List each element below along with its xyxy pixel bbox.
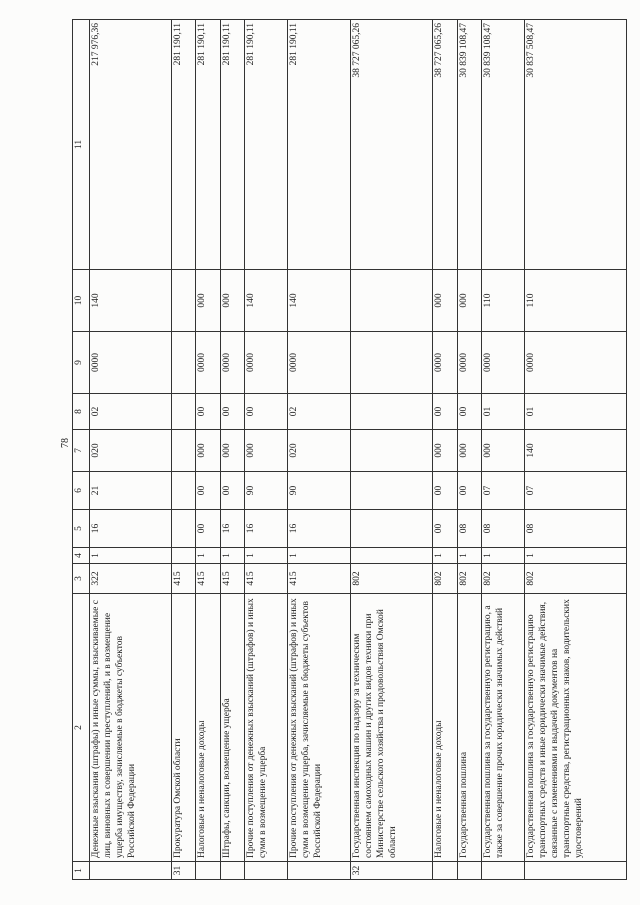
- code-subgroup: 08: [525, 510, 627, 548]
- code-program: 0000: [288, 332, 351, 394]
- row-name: Государственная пошлина за государственную регистрацию транспортных средств и иные юридически значимые действия, связанные с изменениями и выдачей документов на транспортные средства, регистрационных знаков, водительских удостоверений: [525, 594, 627, 862]
- code-subgroup: 16: [220, 510, 244, 548]
- amount: 281 190,11: [288, 20, 351, 270]
- code-article: 00: [220, 472, 244, 510]
- code-article: 07: [525, 472, 627, 510]
- row-number: [90, 862, 172, 880]
- code-program: 0000: [457, 332, 481, 394]
- table-row: [220, 20, 244, 880]
- code-article: [172, 472, 196, 510]
- table-row: [196, 20, 220, 880]
- amount: 281 190,11: [172, 20, 196, 270]
- amount: 30 839 108,47: [481, 20, 525, 270]
- table-row: [288, 20, 351, 880]
- amount: 281 190,11: [220, 20, 244, 270]
- code-group: 1: [220, 548, 244, 564]
- row-name: Прочие поступления от денежных взысканий (штрафов) и иных сумм в возмещение ущерба, зачисляемые в бюджеты субъектов Российской Федерации: [288, 594, 351, 862]
- row-name: Налоговые и неналоговые доходы: [196, 594, 220, 862]
- code-subarticle: [351, 430, 433, 472]
- row-number: 32: [351, 862, 433, 880]
- code-subgroup: [351, 510, 433, 548]
- amount: 38 727 065,26: [351, 20, 433, 270]
- code-group: [351, 548, 433, 564]
- code-article: 00: [196, 472, 220, 510]
- table-row: [481, 20, 525, 880]
- code-article: 90: [288, 472, 351, 510]
- code-subarticle: 000: [220, 430, 244, 472]
- code-economic: 110: [481, 270, 525, 332]
- code-article: 90: [244, 472, 288, 510]
- row-name: Денежные взыскания (штрафы) и иные суммы, взыскиваемые с лиц, виновных в совершении преступлений, и в возмещение ущерба имуществу, зачисляемые в бюджеты субъектов Российской Федерации: [90, 594, 172, 862]
- code-economic: 140: [244, 270, 288, 332]
- code-subgroup: [172, 510, 196, 548]
- code-admin: 415: [172, 564, 196, 594]
- code-element: 02: [288, 394, 351, 430]
- table-row: [457, 20, 481, 880]
- row-name: Налоговые и неналоговые доходы: [433, 594, 457, 862]
- code-subgroup: 00: [433, 510, 457, 548]
- header-cell: 6: [73, 472, 90, 510]
- code-subarticle: 140: [525, 430, 627, 472]
- code-element: 01: [481, 394, 525, 430]
- code-program: 0000: [525, 332, 627, 394]
- code-program: 0000: [220, 332, 244, 394]
- code-subarticle: 000: [196, 430, 220, 472]
- header-cell: 9: [73, 332, 90, 394]
- revenue-table: [72, 19, 627, 880]
- header-cell: 2: [73, 594, 90, 862]
- table-row: [433, 20, 457, 880]
- code-article: [351, 472, 433, 510]
- header-row: [73, 20, 90, 880]
- code-element: 00: [457, 394, 481, 430]
- code-group: 1: [481, 548, 525, 564]
- row-number: [220, 862, 244, 880]
- code-economic: [172, 270, 196, 332]
- code-subarticle: 000: [481, 430, 525, 472]
- code-subgroup: 16: [244, 510, 288, 548]
- code-subgroup: 16: [90, 510, 172, 548]
- code-element: 01: [525, 394, 627, 430]
- table-row: [351, 20, 433, 880]
- code-element: 00: [244, 394, 288, 430]
- row-number: [288, 862, 351, 880]
- code-program: [172, 332, 196, 394]
- table-row: [244, 20, 288, 880]
- code-element: 00: [220, 394, 244, 430]
- code-subarticle: [172, 430, 196, 472]
- code-article: 07: [481, 472, 525, 510]
- code-subgroup: 00: [196, 510, 220, 548]
- header-cell: 4: [73, 548, 90, 564]
- code-admin: 802: [457, 564, 481, 594]
- row-number: [481, 862, 525, 880]
- code-economic: [351, 270, 433, 332]
- code-element: 02: [90, 394, 172, 430]
- code-subarticle: 020: [288, 430, 351, 472]
- code-group: 1: [288, 548, 351, 564]
- code-element: [351, 394, 433, 430]
- page-number: 78: [60, 438, 71, 448]
- header-cell: 7: [73, 430, 90, 472]
- header-cell: 10: [73, 270, 90, 332]
- code-economic: 000: [457, 270, 481, 332]
- row-name: Штрафы, санкции, возмещение ущерба: [220, 594, 244, 862]
- code-program: 0000: [481, 332, 525, 394]
- header-cell: 3: [73, 564, 90, 594]
- row-name: Государственная пошлина: [457, 594, 481, 862]
- code-admin: 802: [525, 564, 627, 594]
- amount: 281 190,11: [196, 20, 220, 270]
- code-program: 0000: [196, 332, 220, 394]
- code-program: [351, 332, 433, 394]
- header-cell: 8: [73, 394, 90, 430]
- table-row: [525, 20, 627, 880]
- header-cell: 11: [73, 20, 90, 270]
- row-name: Прочие поступления от денежных взысканий (штрафов) и иных сумм в возмещение ущерба: [244, 594, 288, 862]
- code-subgroup: 08: [481, 510, 525, 548]
- code-economic: 140: [288, 270, 351, 332]
- code-program: 0000: [244, 332, 288, 394]
- code-admin: 802: [433, 564, 457, 594]
- amount: 38 727 065,26: [433, 20, 457, 270]
- row-number: [433, 862, 457, 880]
- row-number: [525, 862, 627, 880]
- amount: 30 839 108,47: [457, 20, 481, 270]
- row-name: Государственная пошлина за государственную регистрацию, а также за совершение прочих юридически значимых действий: [481, 594, 525, 862]
- table-row: [172, 20, 196, 880]
- code-economic: 000: [196, 270, 220, 332]
- code-program: 0000: [90, 332, 172, 394]
- code-program: 0000: [433, 332, 457, 394]
- code-economic: 140: [90, 270, 172, 332]
- code-article: 00: [457, 472, 481, 510]
- code-article: 21: [90, 472, 172, 510]
- code-article: 00: [433, 472, 457, 510]
- row-number: 31: [172, 862, 196, 880]
- code-element: 00: [196, 394, 220, 430]
- header-cell: 1: [73, 862, 90, 880]
- row-number: [244, 862, 288, 880]
- code-subgroup: 16: [288, 510, 351, 548]
- code-element: 00: [433, 394, 457, 430]
- code-group: 1: [457, 548, 481, 564]
- row-name: Прокуратура Омской области: [172, 594, 196, 862]
- code-admin: 802: [351, 564, 433, 594]
- code-economic: 000: [220, 270, 244, 332]
- code-group: 1: [525, 548, 627, 564]
- code-subarticle: 000: [457, 430, 481, 472]
- code-admin: 415: [196, 564, 220, 594]
- code-admin: 415: [244, 564, 288, 594]
- rotated-table-wrapper: [72, 20, 627, 880]
- row-number: [457, 862, 481, 880]
- code-admin: 415: [288, 564, 351, 594]
- row-number: [196, 862, 220, 880]
- code-admin: 802: [481, 564, 525, 594]
- amount: 281 190,11: [244, 20, 288, 270]
- amount: 217 976,36: [90, 20, 172, 270]
- amount: 30 837 508,47: [525, 20, 627, 270]
- code-admin: 322: [90, 564, 172, 594]
- code-admin: 415: [220, 564, 244, 594]
- header-cell: 5: [73, 510, 90, 548]
- code-economic: 000: [433, 270, 457, 332]
- code-subarticle: 000: [433, 430, 457, 472]
- code-subarticle: 000: [244, 430, 288, 472]
- code-group: 1: [433, 548, 457, 564]
- code-group: 1: [196, 548, 220, 564]
- code-subarticle: 020: [90, 430, 172, 472]
- code-subgroup: 08: [457, 510, 481, 548]
- code-group: 1: [90, 548, 172, 564]
- code-group: 1: [244, 548, 288, 564]
- code-group: [172, 548, 196, 564]
- row-name: Государственная инспекция по надзору за техническим состоянием самоходных машин и других видов техники при Министерстве сельского хозяйства и продовольствия Омской области: [351, 594, 433, 862]
- table-row: [90, 20, 172, 880]
- code-economic: 110: [525, 270, 627, 332]
- code-element: [172, 394, 196, 430]
